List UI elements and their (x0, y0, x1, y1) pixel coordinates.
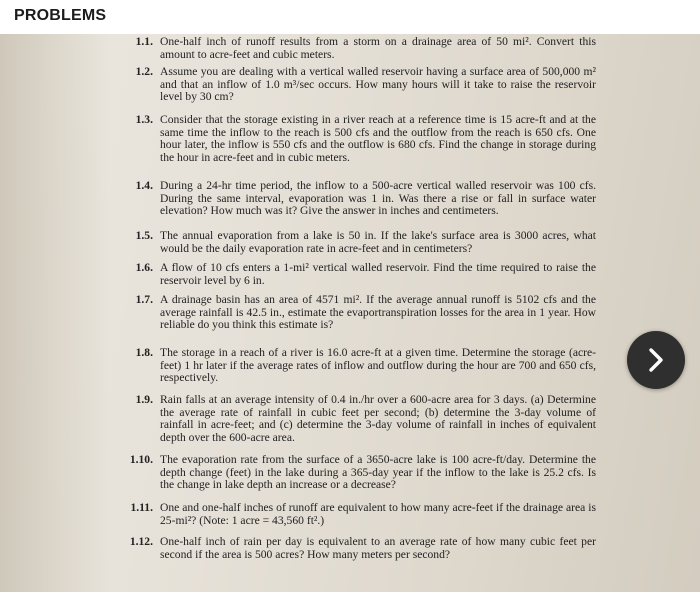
problem-number: 1.7. (135, 293, 153, 306)
problem-text: The evaporation rate from the surface of a 3650-acre lake is 100 acre-ft/day. Determine the depth change (feet) in the lake during a 365-day year if the inflow to the lake is 25.2 cfs. Is the change in lake depth an increase or a decrease? (160, 453, 596, 492)
problem-number: 1.6. (135, 261, 153, 274)
problem-number: 1.8. (135, 346, 153, 359)
header-bar (0, 0, 700, 34)
problem-text: During a 24-hr time period, the inflow to a 500-acre vertical walled reservoir was 100 cfs. During the same interval, evaporation was 1 in. Was there a rise or fall in surface water elevation? How much was it? Give the answer in inches and centimeters. (160, 179, 596, 218)
problem-number: 1.1. (135, 35, 153, 48)
problem-number: 1.4. (135, 179, 153, 192)
next-page-button[interactable] (627, 331, 685, 389)
problem-text: Assume you are dealing with a vertical walled reservoir having a surface area of 500,000 m² and that an inflow of 1.0 m³/sec occurs. How many hours will it take to raise the reservoir level by 30 cm? (160, 65, 596, 104)
problem-number: 1.2. (135, 65, 153, 78)
problem-list (0, 34, 700, 592)
problem-text: Consider that the storage existing in a river reach at a reference time is 15 acre-ft and at the same time the inflow to the reach is 500 cfs and the outflow from the reach is 650 cfs. One hour later, the inflow is 550 cfs and the outflow is 680 cfs. Find the change in storage during the hour in acre-feet and in cubic meters. (160, 113, 596, 164)
problem-number: 1.5. (135, 229, 153, 242)
problem-number: 1.3. (135, 113, 153, 126)
problem-text: The storage in a reach of a river is 16.0 acre-ft at a given time. Determine the storage (acre-feet) 1 hr later if the average rates of inflow and outflow during the hour are 700 and 650 cfs, respectively. (160, 346, 596, 385)
problem-number: 1.9. (135, 393, 153, 406)
problem-number: 1.12. (129, 535, 153, 548)
problem-text: One-half inch of rain per day is equivalent to an average rate of how many cubic feet per second if the area is 500 acres? How many meters per second? (160, 535, 596, 561)
problem-text: A flow of 10 cfs enters a 1-mi² vertical walled reservoir. Find the time required to raise the reservoir level by 6 in. (160, 261, 596, 287)
chevron-right-icon (627, 331, 685, 389)
problem-number: 1.11. (130, 501, 153, 514)
problem-text: A drainage basin has an area of 4571 mi². If the average annual runoff is 5102 cfs and the average rainfall is 42.5 in., estimate the evaportranspiration losses for the area in 1 year. How reliable do you think this estimate is? (160, 293, 596, 332)
page-title: PROBLEMS (14, 7, 107, 24)
problem-text: One and one-half inches of runoff are equivalent to how many acre-feet if the drainage area is 25-mi²? (Note: 1 acre = 43,560 ft².) (160, 501, 596, 527)
problem-text: Rain falls at an average intensity of 0.4 in./hr over a 600-acre area for 3 days. (a) Determine the average rate of rainfall in cubic feet per second; (b) determine the 3-day volume of rainfall in acre-feet; and (c) determine the 3-day volume of rainfall in inches of equivalent depth over the 600-acre area. (160, 393, 596, 444)
textbook-page-photo (0, 34, 700, 592)
problem-text: One-half inch of runoff results from a storm on a drainage area of 50 mi². Convert this amount to acre-feet and cubic meters. (160, 35, 596, 61)
problem-number: 1.10. (129, 453, 153, 466)
problem-text: The annual evaporation from a lake is 50 in. If the lake's surface area is 3000 acres, what would be the daily evaporation rate in acre-feet and in centimeters? (160, 229, 596, 255)
